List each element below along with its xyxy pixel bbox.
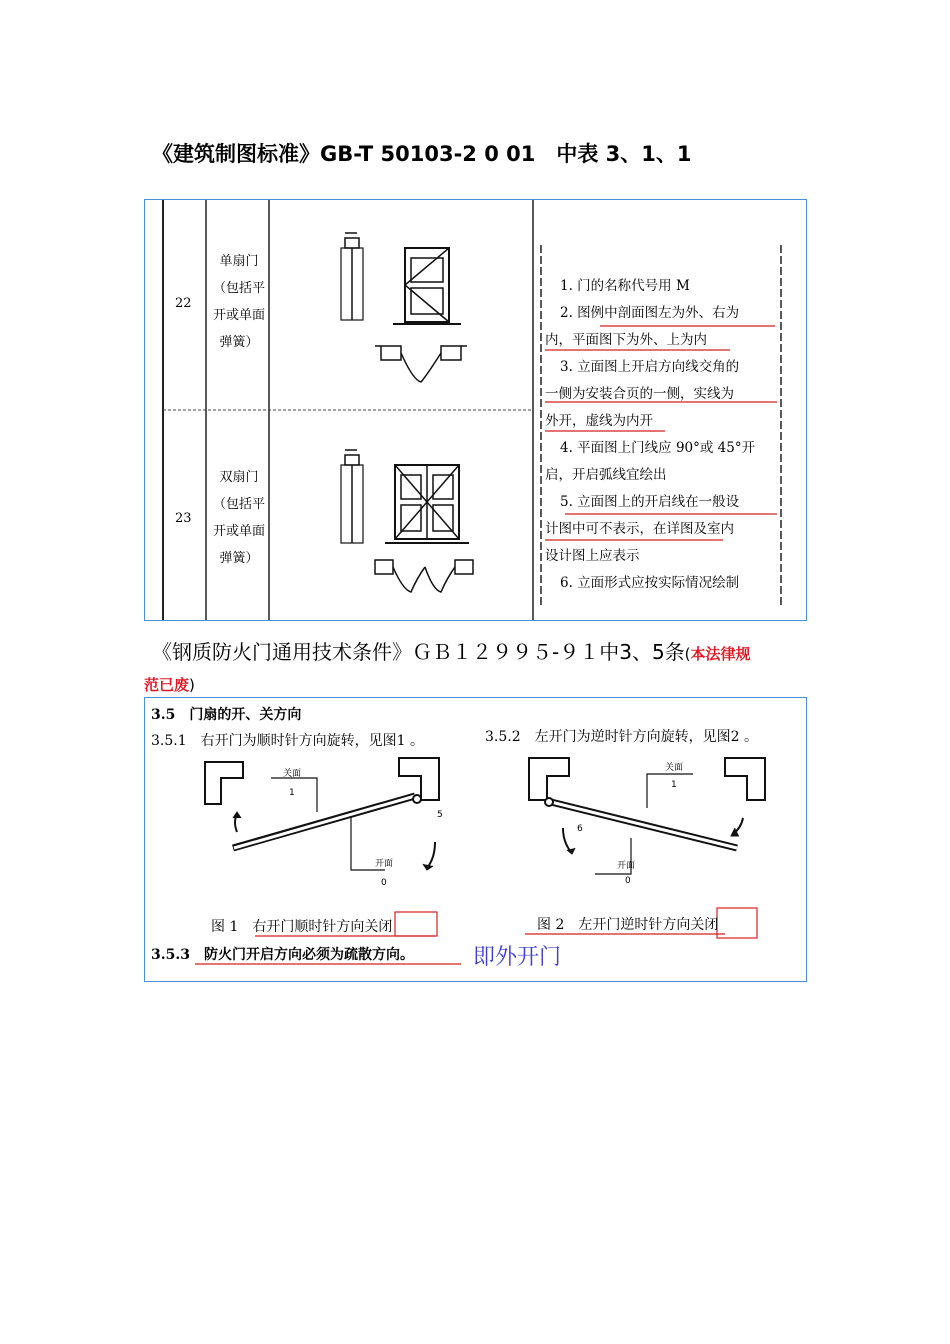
fig1-open-face-label: 开面 xyxy=(375,859,394,869)
section-title-drawing-standard: 《建筑制图标准》GB-T 50103-2 0 01 中表 3、1、1 xyxy=(152,142,692,166)
note-line: 5. 立面图上的开启线在一般设 xyxy=(560,494,740,510)
table-row-name xyxy=(209,464,269,572)
paren-open: ( xyxy=(684,645,691,663)
table-row-name xyxy=(209,248,269,356)
figure-1-right-door xyxy=(205,758,439,936)
note-line: 外开，虚线为内开 xyxy=(545,413,653,429)
fig1-close-face-number: 1 xyxy=(289,788,295,798)
note-line: 启，开启弧线宜绘出 xyxy=(545,467,667,483)
name-line: （包括平 xyxy=(212,281,265,296)
fig2-side-number: 6 xyxy=(577,824,583,834)
handwritten-annotation: 即外开门 xyxy=(473,945,562,970)
title-main: 《钢质防火门通用技术条件》ＧＢ１２９９５-９１中3、5条 xyxy=(152,640,685,664)
table-row-number: 22 xyxy=(175,296,192,311)
name-line: 双扇门 xyxy=(219,470,259,485)
figure-1-caption: 图 1 右开门顺时针方向关闭 xyxy=(211,919,393,935)
note-line: 2. 图例中剖面图左为外、右为 xyxy=(560,305,740,321)
table-row-number: 23 xyxy=(175,511,192,526)
note-line: 3. 立面图上开启方向线交角的 xyxy=(560,359,740,375)
name-line: 开或单面 xyxy=(212,308,265,323)
name-line: 弹簧） xyxy=(219,551,259,566)
note-line: 计图中可不表示，在详图及室内 xyxy=(545,521,734,537)
abolished-note-continued xyxy=(144,674,195,695)
paren-close: ) xyxy=(189,676,195,694)
note-line: 4. 平面图上门线应 90°或 45°开 xyxy=(560,440,756,456)
note-line: 一侧为安装合页的一侧，实线为 xyxy=(545,386,734,402)
abolished-note: 范已废 xyxy=(144,676,190,694)
clause-3-5-1: 3.5.1 右开门为顺时针方向旋转，见图1 。 xyxy=(151,733,424,749)
note-line: 设计图上应表示 xyxy=(545,548,640,564)
fig1-side-number: 5 xyxy=(437,810,443,820)
door-direction-section xyxy=(144,697,807,982)
door-legend-table xyxy=(144,199,807,621)
fig2-open-face-label: 开面 xyxy=(617,861,636,871)
note-line: 6. 立面形式应按实际情况绘制 xyxy=(560,575,740,591)
fig1-close-face-label: 关面 xyxy=(283,769,302,779)
name-line: 单扇门 xyxy=(219,254,259,269)
note-line: 1. 门的名称代号用 M xyxy=(560,278,690,294)
fig2-open-face-number: 0 xyxy=(625,876,631,886)
section-heading: 3.5 门扇的开、关方向 xyxy=(151,707,302,723)
double-door-drawing xyxy=(341,450,473,592)
fig2-close-face-number: 1 xyxy=(671,780,677,790)
note-line: 内，平面图下为外、上为内 xyxy=(545,332,707,348)
name-line: （包括平 xyxy=(212,497,265,512)
figure-2-caption: 图 2 左开门逆时针方向关闭 xyxy=(537,917,719,933)
fig1-open-face-number: 0 xyxy=(381,878,387,888)
door-direction-figures xyxy=(145,698,806,981)
name-line: 开或单面 xyxy=(212,524,265,539)
name-line: 弹簧） xyxy=(219,335,259,350)
clause-3-5-3: 3.5.3 防火门开启方向必须为疏散方向。 xyxy=(151,947,414,963)
abolished-note: 本法律规 xyxy=(690,645,751,663)
clause-3-5-2: 3.5.2 左开门为逆时针方向旋转，见图2 。 xyxy=(485,729,758,745)
single-door-drawing xyxy=(341,233,467,382)
fig2-close-face-label: 关面 xyxy=(665,763,684,773)
figure-2-left-door xyxy=(525,758,765,938)
section-title-fire-door-spec xyxy=(152,636,751,665)
